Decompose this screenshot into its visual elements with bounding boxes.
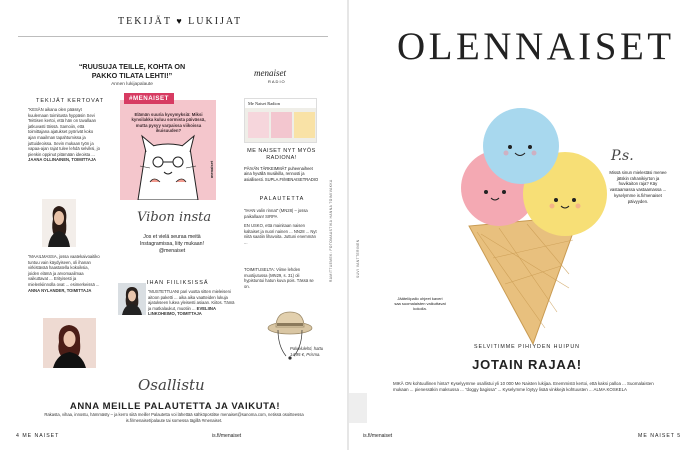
section-title xyxy=(118,16,242,27)
feedback-title: ANNA MEILLE PALAUTETTA JA VAIKUTA! xyxy=(69,401,281,412)
card-question: Elämän suuria kysymyksiä: Miksi kynsilakka kuluu sormista päivässä, mutta pysyy varpaissa viikoissa ikuisuuden? xyxy=(131,112,206,133)
cone-caption: Jäätelöpallo ohjeet kaveri saa suomalaisten vaikuttavat kokolla. xyxy=(394,296,446,311)
insta-text: Jos et vielä seuraa meitä Instagramissa, liity mukaan! @menaiset xyxy=(139,234,204,254)
radio-card-label: Me Naiset Radion xyxy=(245,99,316,108)
palautetta-heading: PALAUTETTA xyxy=(259,196,305,202)
tekijat-text-2: “MAAILMASSA, jossa vaatekaivoaitiko tuntuu vain käydyiseen, oli ihanan virkistävää haastatella kokoiksia, joiden elämä ja arvomaailmaa vaikuttavat ... Erityisesti ja mielenkiinnolla ovat ... esimerkeissä ... ANNA NYLANDER, TOIMITTAJA xyxy=(28,254,100,293)
article-headline: JOTAIN RAJAA! xyxy=(472,357,582,372)
card-side-label: menaiset xyxy=(209,160,215,179)
insta-script: Vibon insta xyxy=(137,210,212,225)
radio-image-2 xyxy=(271,112,292,138)
url-right: is.fi/menaiset xyxy=(363,433,393,439)
radio-card xyxy=(244,98,317,143)
right-page xyxy=(349,0,696,450)
ps-text: Missä sinun mielestäsi menee jätskin rahanikiyrton ja huvikaiton raja? Käy vastaamassa vastaamassa ... kyselymme is.fi/menaiset päivyyden. xyxy=(609,170,667,204)
hat-caption: Palvelulehti, hattu 14,95 €, Prisma. xyxy=(290,346,324,357)
article-kicker: SELVITIMME PIHIYDEN HUIPUN xyxy=(474,344,580,350)
ihan-text: “MUSTETTUANI pari vuotta sitten mieleiseni aitoon paketti ... aika aika vaatteiden lukuja ajatukseen lukea yleisesti asiaan. Kiitos. Tämä ja matkalaukut, muotiin ... EVELIINA LINKOHEIMO, TOIMITTAJA xyxy=(148,289,235,317)
section-title-olennaiset: OLENNAISET xyxy=(397,25,675,68)
quote-caption: Annen lukijapalaute xyxy=(111,82,153,87)
author-photo-1 xyxy=(42,199,76,247)
radio-body: PÄIVÄN TÄRKEIMMÄT puheenaiheet aina hyvällä musiikilla, rennosti ja asiallisesti. SUPLA.FI/MENAISETRADIO xyxy=(244,166,319,182)
left-page xyxy=(0,0,347,450)
radio-image-3 xyxy=(294,112,315,138)
section-prefix: TEKIJÄT xyxy=(118,16,172,27)
tekijat-heading: TEKIJÄT KERTOVAT xyxy=(36,98,105,104)
side-credit-right: SUVI VANTTERINEN xyxy=(356,239,360,278)
ihan-credit: EVELIINA LINKOHEIMO, TOIMITTAJA xyxy=(148,305,216,317)
ice-cream-illustration xyxy=(441,108,619,348)
tekijat-credit-2: ANNA NYLANDER, TOIMITTAJA xyxy=(28,287,92,293)
tekijat-credit-1: JAANA OLLINAINEN, TOIMITTAJA xyxy=(28,157,97,163)
osallistu-script: Osallistu xyxy=(138,376,205,394)
palautetta-text-3: TOIMITUSELTA: Viime lehden muotijutussa (MN29, s. 31) oli hypistuntui hatun kuva pois. Tässä se on. xyxy=(244,267,314,289)
url-left: is.fi/menaiset xyxy=(212,433,242,439)
logo-main: menaiset xyxy=(254,68,286,78)
feedback-text: Rakasta, vihaa, innostu, hämmästy – ja kerro siitä meille! Palautetta voi lähettää sähköpostitse menaiset@sanoma.com, netissä osoitteessa is.fi/menaiset/palaute tai somessa tägillä #menaiset. xyxy=(44,412,304,423)
author-photo-3 xyxy=(118,283,146,315)
article-body: MIKÄ ON kohtuullinen hinta? Kyselyymme osallistui yli 10 000 Me Naisten lukijaa. Enemmistö kertoi, että kaksi palloa ... Suomalaisten mukaan ... pienessäkin maksussa ... "doggy bagissa" ... Kyselymme löytyy lisää vinkkejä kohtuusten ... ALMA KOSKELA xyxy=(393,381,654,393)
page-number-right: ME NAISET 5 xyxy=(638,433,682,439)
section-suffix: LUKIJAT xyxy=(188,16,243,27)
section-rule xyxy=(18,36,328,37)
palautetta-text-1: “IHAN valin rinnat” (MN28) – jossa paikallaan! SIRPA xyxy=(244,208,308,219)
ps-script: P.s. xyxy=(611,148,634,164)
side-credit-left: RAMITTUEMEK: FOTOMAASTIKA HANNA TOIMIVAKKA xyxy=(329,179,333,282)
hashtag-badge: #MENAISET xyxy=(124,93,174,104)
author-photo-2 xyxy=(43,318,96,368)
palautetta-text-2: EN USKO, että mainitaan naisen kaltaiset ja nuori nainen ... NN28 ... Nyt niitä saatiin lihavoita. Juttuni enemmän ... xyxy=(244,223,317,245)
page-number-left: 4 ME NAISET xyxy=(16,433,60,439)
menaiset-radio-logo xyxy=(254,68,296,90)
page-edge xyxy=(349,393,367,423)
radio-image-1 xyxy=(248,112,269,138)
reader-quote: “RUUSUJA TEILLE, KOHTA ON PAKKO TILATA LEHTI!” xyxy=(78,62,186,80)
logo-sub: RADIO xyxy=(268,79,286,84)
tekijat-text-1: “KESÄN aikana olen päässyt kuulemaan toimitusta hyppäsin Sevi Teittisen kertoi, että hän on tavallaan jatkuvasti töissä. Samoiin, että toimittajana ajatukset pyörivät koko ajan maailman tapahtumissa ja juttuideoissa. Sevin mukaan työn ja vapaa-ajan rajat tulee lehdä selviksi, jo pienkin oppinut pitämään ideoista ... JAANA OLLINAINEN, TOIMITTAJA xyxy=(28,107,100,163)
radio-title: ME NAISET NYT MYÖS RADIONA! xyxy=(247,148,316,161)
ihan-heading: IHAN FIILIKSISSÄ xyxy=(147,280,209,286)
heart-icon: ♥ xyxy=(176,16,184,26)
